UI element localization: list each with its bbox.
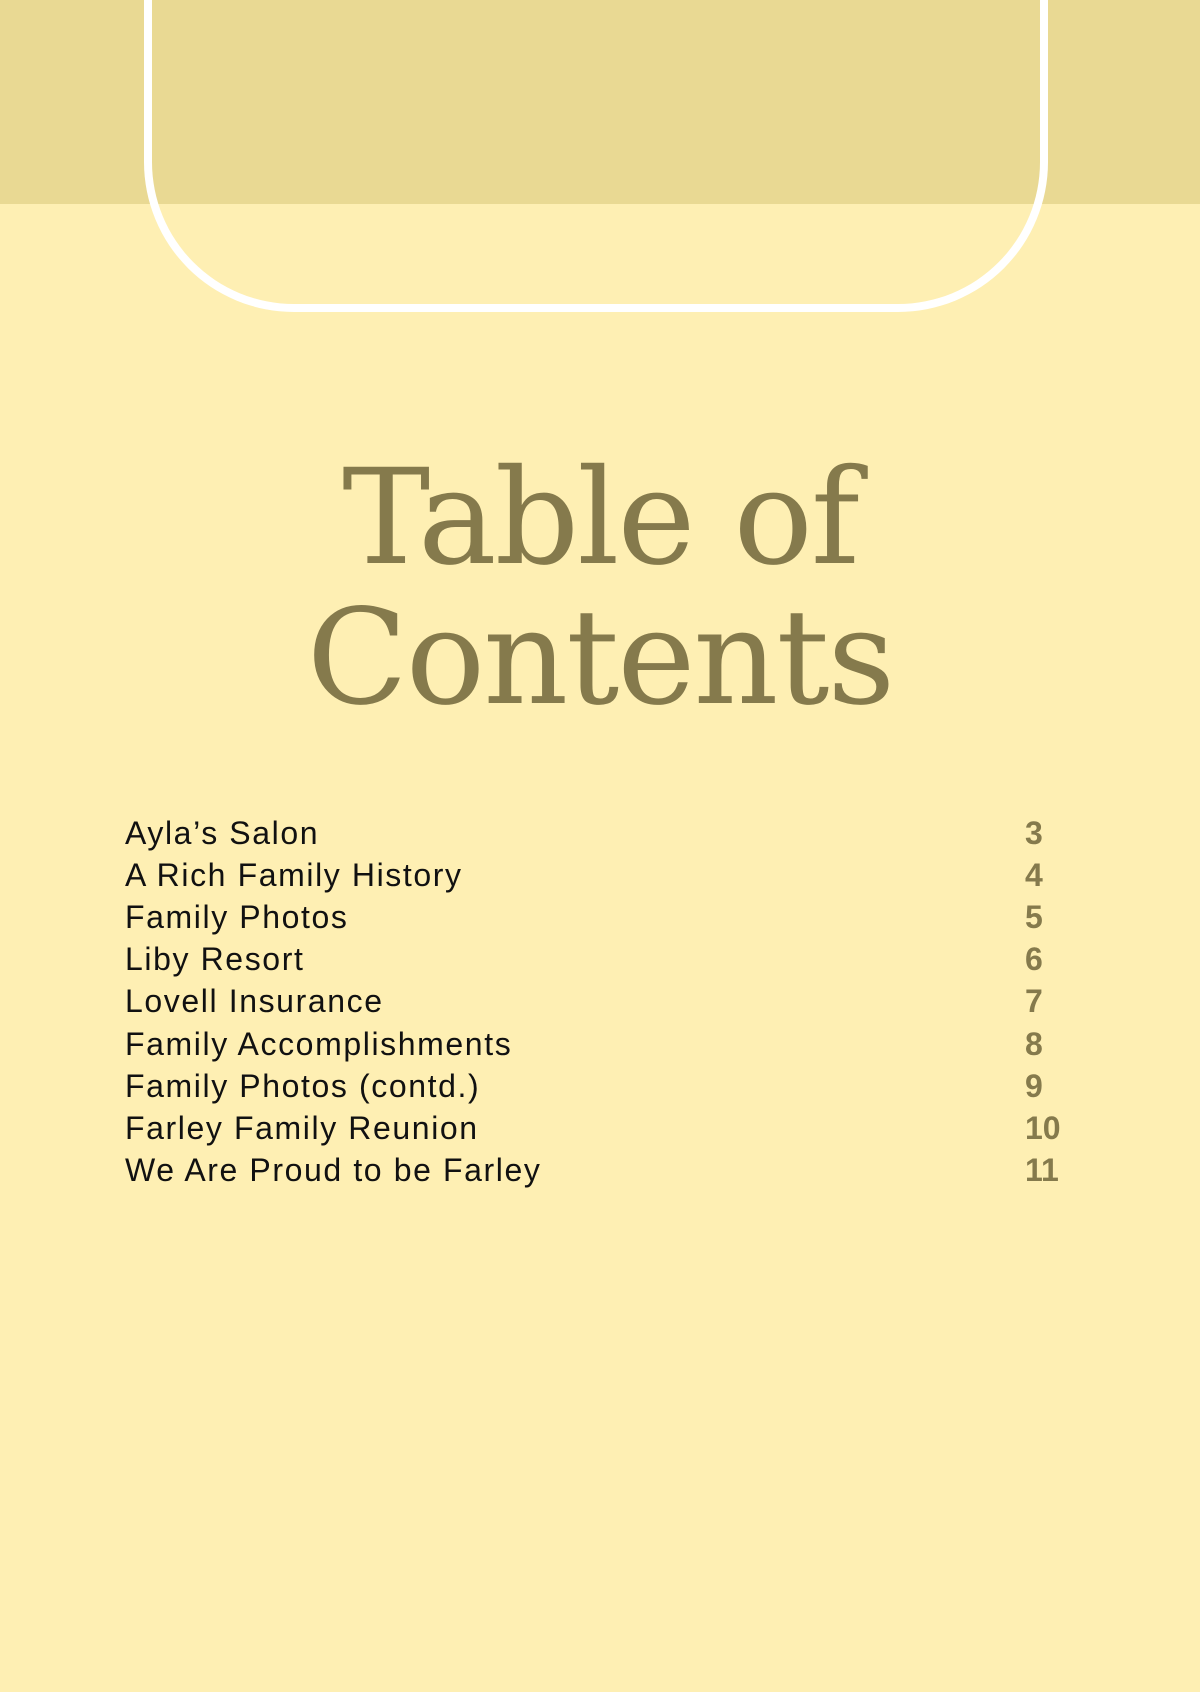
toc-label: Family Accomplishments [125,1025,513,1062]
toc-label: Farley Family Reunion [125,1109,479,1146]
toc-entry [125,812,1075,854]
title-line-2: Contents [306,581,894,735]
toc-entry [125,939,1075,981]
toc-page: 11 [1025,1152,1059,1189]
toc-page: 3 [1025,814,1043,851]
toc-entry [125,1107,1075,1149]
toc-label: Lovell Insurance [125,983,384,1020]
toc-page: 5 [1025,898,1043,935]
toc-page: 9 [1025,1067,1043,1104]
toc-entry [125,854,1075,896]
toc-label: Family Photos [125,898,349,935]
decorative-frame [144,0,1048,312]
toc-page: 8 [1025,1025,1043,1062]
toc-entry [125,896,1075,938]
page-title [0,441,1200,735]
toc-page: 10 [1025,1109,1061,1146]
toc-label: Family Photos (contd.) [125,1067,481,1104]
toc-entry [125,1150,1075,1192]
toc-page: 6 [1025,941,1043,978]
toc-entry [125,1065,1075,1107]
toc-page: 4 [1025,856,1043,893]
toc-entry [125,981,1075,1023]
toc-label: We Are Proud to be Farley [125,1152,542,1189]
table-of-contents [125,812,1075,1192]
toc-label: Liby Resort [125,941,305,978]
toc-page: 7 [1025,983,1043,1020]
toc-label: A Rich Family History [125,856,463,893]
toc-label: Ayla’s Salon [125,814,320,851]
title-line-1: Table of [342,441,858,595]
toc-entry [125,1023,1075,1065]
